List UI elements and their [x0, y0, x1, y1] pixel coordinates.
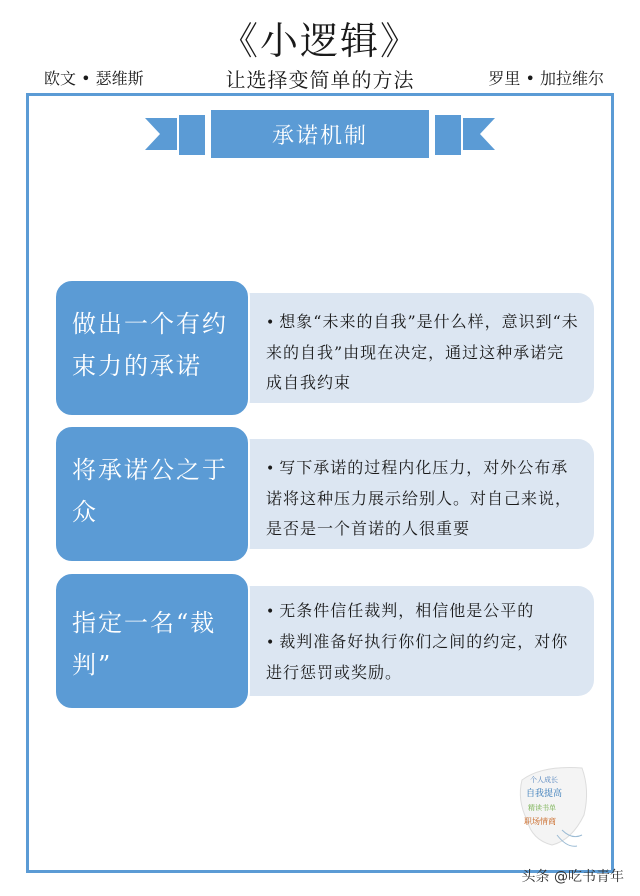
- bullet-text: [266, 453, 580, 544]
- item-detail: [232, 439, 594, 549]
- bullet-label: 裁判准备好执行你们之间的约定，对你进行惩罚或奖励。: [266, 632, 569, 682]
- item-detail: [232, 293, 594, 403]
- item-detail: [232, 586, 594, 696]
- bullet-label: 无条件信任裁判，相信他是公平的: [279, 601, 535, 620]
- bullet-icon: •: [266, 604, 276, 620]
- subtitle: 让选择变简单的方法: [225, 68, 415, 92]
- bullet-icon: •: [266, 461, 276, 477]
- bullet-text: [266, 596, 580, 627]
- item-heading: 做出一个有约束力的承诺: [54, 279, 250, 417]
- cloud-word: 个人成长: [530, 776, 558, 784]
- ribbon-ends: [0, 0, 640, 200]
- watermark: 头条 @吃书青年: [521, 869, 624, 885]
- bullet-text: [266, 307, 580, 398]
- cloud-word: 自我提高: [526, 789, 563, 799]
- bullet-icon: •: [266, 315, 276, 331]
- cloud-word: 精读书单: [528, 804, 556, 812]
- author-right: 罗里 • 加拉维尔: [488, 69, 604, 88]
- word-cloud-logo: [512, 760, 592, 850]
- bullet-icon: •: [266, 635, 276, 651]
- bullet-text: [266, 627, 580, 688]
- bullet-label: 写下承诺的过程内化压力，对外公布承诺将这种压力展示给别人。对自己来说，是否是一个首诺的人很重要: [266, 458, 573, 538]
- bullet-label: 想象“未来的自我”是什么样，意识到“未来的自我”由现在决定，通过这种承诺完成自我约束: [266, 312, 579, 392]
- book-title: 《小逻辑》: [219, 19, 420, 63]
- item-heading: 指定一名“裁判”: [54, 572, 250, 710]
- item-heading: 将承诺公之于众: [54, 425, 250, 563]
- cloud-word: 职场情商: [524, 817, 556, 826]
- section-banner: 承诺机制: [209, 108, 431, 160]
- author-left: 欧文 • 瑟维斯: [44, 69, 144, 88]
